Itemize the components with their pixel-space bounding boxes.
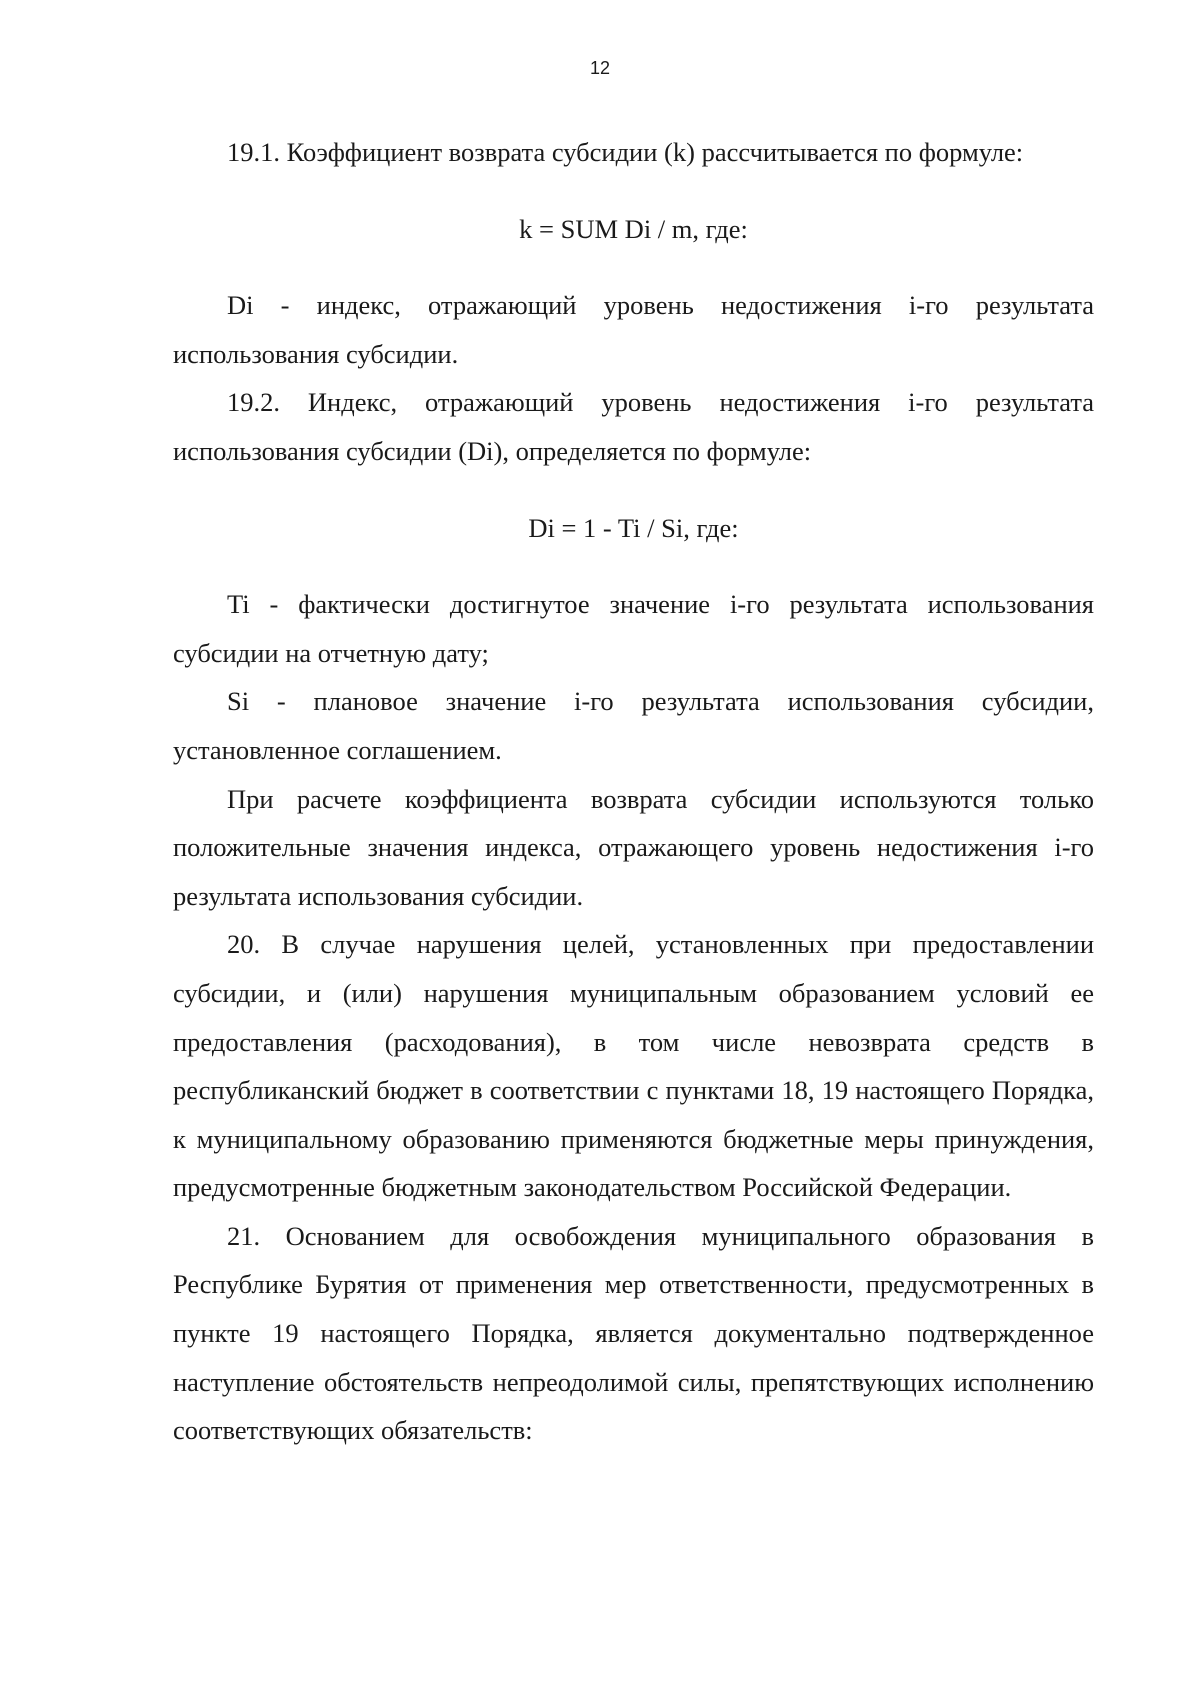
paragraph-ti-definition: Ti - фактически достигнутое значение i-го результата использования субсидии на отчетную дату; xyxy=(173,589,1094,668)
document-body xyxy=(173,128,1094,1455)
paragraph-di-definition: Di - индекс, отражающий уровень недостижения i-го результата использования субсидии. xyxy=(173,290,1094,369)
formula-di: Di = 1 - Ti / Si, где: xyxy=(528,512,739,543)
paragraph-20: 20. В случае нарушения целей, установленных при предоставлении субсидии, и (или) нарушения муниципальным образованием условий ее предоставления (расходования), в том числе невозврата средств в республиканский бюджет в соответствии с пунктами 18, 19 настоящего Порядка, к муниципальному образованию применяются бюджетные меры принуждения, предусмотренные бюджетным законодательством Российской Федерации. xyxy=(173,929,1094,1203)
paragraph-19-2: 19.2. Индекс, отражающий уровень недостижения i-го результата использования субсидии (Di), определяется по формуле: xyxy=(173,387,1094,466)
paragraph-si-definition: Si - плановое значение i-го результата использования субсидии, установленное соглашением. xyxy=(173,686,1094,765)
page-number: 12 xyxy=(589,58,611,78)
paragraph-19-1: 19.1. Коэффициент возврата субсидии (k) рассчитывается по формуле: xyxy=(227,137,1024,167)
formula-k: k = SUM Di / m, где: xyxy=(519,213,748,244)
paragraph-21: 21. Основанием для освобождения муниципального образования в Республике Бурятия от применения мер ответственности, предусмотренных в пункте 19 настоящего Порядка, является документально подтвержденное наступление обстоятельств непреодолимой силы, препятствующих исполнению соответствующих обязательств: xyxy=(173,1220,1094,1446)
paragraph-calculation-note: При расчете коэффициента возврата субсидии используются только положительные значения индекса, отражающего уровень недостижения i-го результата использования субсидии. xyxy=(173,783,1094,911)
